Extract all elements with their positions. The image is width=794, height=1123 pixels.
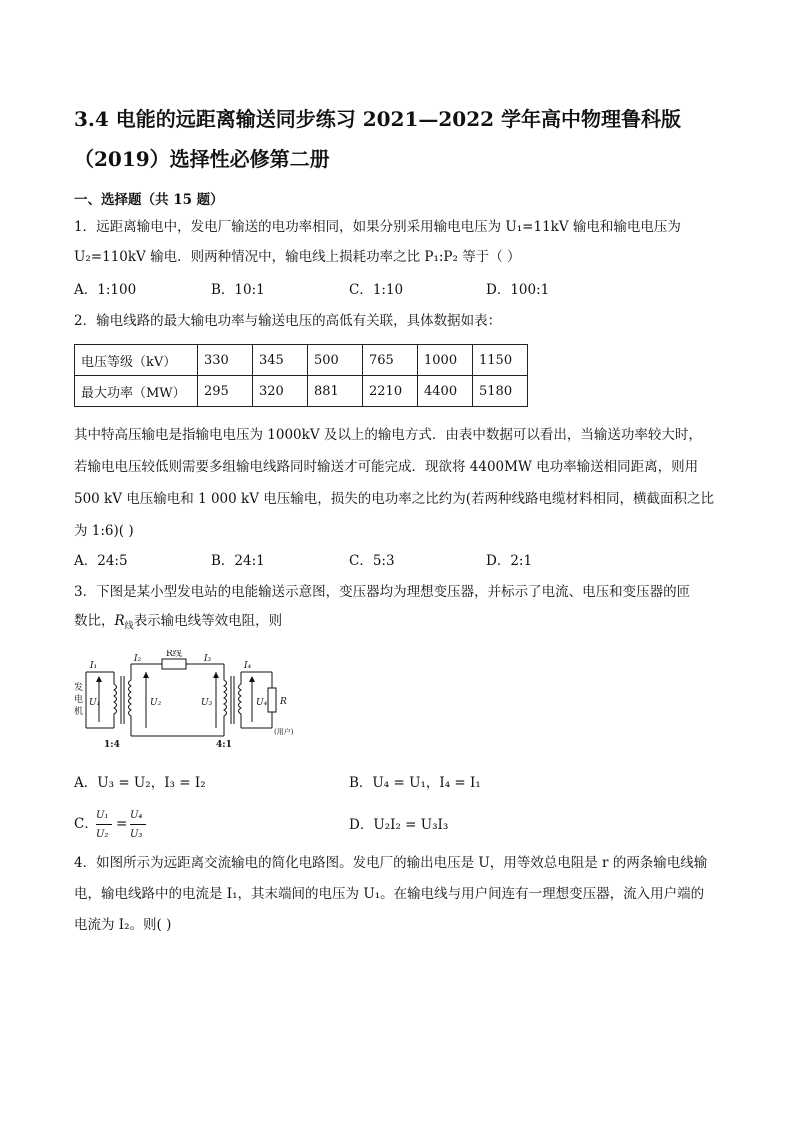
label-u1: U₁ (89, 698, 101, 708)
table-cell: 295 (198, 376, 253, 407)
fraction-denominator: U₃ (130, 829, 143, 840)
page-title: 3.4 电能的远距离输送同步练习 2021—2022 学年高中物理鲁科版 (74, 107, 682, 131)
q3-text-line2-a: 数比， (74, 613, 115, 629)
table-row (75, 345, 528, 376)
voltage-power-table (74, 344, 528, 407)
document-page: 3.4 电能的远距离输送同步练习 2021—2022 学年高中物理鲁科版 （2019）选择性必修第二册 一、选择题（共 15 题） 1．远距离输电中，发电厂输送的电功率相同，如果分别采用输电电压为 U₁=11kV 输电和输电电压为 U₂=110kV 输电．则两种情况中，输电线上损耗功率之比 P₁:P₂ 等于（ ） A．1:100 B．10:1 C．1:10 D．100:1 2．输电线路的最大输电功率与输送电压的高低有关联，具体数据如表： 电压等级（kV） 330 345 500 765 1000 1150 最大功率（MW） 295 320 881 2210 4400 5180 其中特高压输电是指输电电压为 1000kV 及以上的输电方式．由表中数据可以看出，当输送功率较大时， 若输电电压较低则需要多组输电线路同时输送才可能完成．现欲将 4400MW 电功率输送相同距离，则用 500 kV 电压输电和 1 000 kV 电压输电，损失的电功率之比约为(若两种线路电缆材料相同，横截面积之比 为 1:6)( ) A．24:5 B．24:1 C．5:3 D．2:1 3．下图是某小型发电站的电能输送示意图，变压器均为理想变压器，并标示了电流、电压和变压器的匝 数比，$R_线$表示输电线等效电阻，则 发 电 机 I₁ I₂ I₃ I₄ U₁ U₂ U₃ U₄ R R线 (用户) 1:4 4:1 A．U₃ = U₂，I₃ = I₂ B．U₄ = U₁，I₄ = I₁ C． U₁ U₂ = U₄ U₃ D．U₂I₂ = U₃I₃ 4．如图所示为远距离交流输电的简化电路图。发电厂的输出电压是 U，用等效总电阻是 r 的两条输电线输 电，输电线路中的电流是 I₁，其末端间的电压为 U₁。在输电线与用户间连有一理想变压器，流入用户端的 电流为 I₂。则( ) (0, 0, 794, 1123)
label-i3: I₃ (204, 654, 212, 664)
fraction-numerator: U₄ (130, 810, 143, 821)
label-r-user: R (280, 697, 287, 707)
q3-text-line2-b: 表示输电线等效电阻，则 (133, 613, 283, 629)
r-line-subscript: 线 (124, 621, 134, 632)
label-i4: I₄ (244, 661, 252, 671)
fraction-numerator: U₁ (96, 810, 109, 821)
q1-text-line2: U₂=110kV 输电．则两种情况中，输电线上损耗功率之比 P₁:P₂ 等于（ ） (74, 249, 521, 265)
q2-option-a: A．24:5 (74, 553, 128, 569)
q4-text-line3: 电流为 I₂。则( ) (74, 917, 172, 933)
table-cell: 330 (198, 345, 253, 376)
table-row-label: 电压等级（kV） (75, 345, 198, 376)
q2-text-line4: 为 1:6)( ) (74, 523, 134, 539)
r-line-symbol: R (114, 613, 125, 629)
table-row (75, 376, 528, 407)
q2-text-line1: 其中特高压输电是指输电电压为 1000kV 及以上的输电方式．由表中数据可以看出，当输送功率较大时， (74, 427, 702, 443)
fraction-denominator: U₂ (96, 829, 109, 840)
q3-option-b: B．U₄ = U₁，I₄ = I₁ (349, 775, 481, 791)
label-ratio-1: 1:4 (104, 740, 120, 750)
table-cell: 1150 (473, 345, 528, 376)
q1-option-a: A．1:100 (74, 282, 137, 298)
gen-char: 机 (74, 707, 84, 717)
gen-char: 电 (74, 695, 84, 705)
q3-text-line2 (74, 611, 734, 637)
table-cell: 4400 (418, 376, 473, 407)
label-u3: U₃ (201, 698, 213, 708)
q2-option-c: C．5:3 (349, 553, 395, 569)
q4-text-line1: 4．如图所示为远距离交流输电的简化电路图。发电厂的输出电压是 U，用等效总电阻是 r 的两条输电线输 (74, 855, 708, 871)
q2-intro: 2．输电线路的最大输电功率与输送电压的高低有关联，具体数据如表： (74, 313, 502, 329)
table-row-label: 最大功率（MW） (75, 376, 198, 407)
q1-option-b: B．10:1 (211, 282, 265, 298)
q1-option-c: C．1:10 (349, 282, 404, 298)
q2-text-line2: 若输电电压较低则需要多组输电线路同时输送才可能完成．现欲将 4400MW 电功率输送相同距离，则用 (74, 459, 699, 475)
label-r-line: R线 (166, 650, 182, 659)
table-cell: 345 (253, 345, 308, 376)
q1-text-line1: 1．远距离输电中，发电厂输送的电功率相同，如果分别采用输电电压为 U₁=11kV 输电和输电电压为 (74, 219, 681, 235)
gen-char: 发 (74, 683, 84, 693)
label-i2: I₂ (134, 654, 142, 664)
table-cell: 2210 (363, 376, 418, 407)
q4-text-line2: 电，输电线路中的电流是 I₁，其末端间的电压为 U₁。在输电线与用户间连有一理想变压器，流入用户端的 (74, 886, 705, 902)
q2-option-d: D．2:1 (486, 553, 533, 569)
q2-option-b: B．24:1 (211, 553, 265, 569)
q1-option-d: D．100:1 (486, 282, 550, 298)
table-cell: 500 (308, 345, 363, 376)
table-cell: 765 (363, 345, 418, 376)
q2-text-line3: 500 kV 电压输电和 1 000 kV 电压输电，损失的电功率之比约为(若两种线路电缆材料相同，横截面积之比 (74, 491, 714, 507)
table-cell: 320 (253, 376, 308, 407)
table-cell: 1000 (418, 345, 473, 376)
q3-option-a: A．U₃ = U₂，I₃ = I₂ (74, 775, 206, 791)
q3-text-line1: 3．下图是某小型发电站的电能输送示意图，变压器均为理想变压器，并标示了电流、电压和变压器的匝 (74, 584, 691, 600)
page-title-continued: （2019）选择性必修第二册 (74, 147, 330, 171)
table-cell: 5180 (473, 376, 528, 407)
label-i1: I₁ (90, 661, 98, 671)
table-cell: 881 (308, 376, 363, 407)
label-u2: U₂ (150, 698, 162, 708)
label-ratio-2: 4:1 (216, 740, 232, 750)
q3-option-d: D．U₂I₂ = U₃I₃ (349, 817, 449, 833)
section-heading: 一、选择题（共 15 题） (74, 192, 224, 208)
generator-label (74, 681, 83, 717)
q3-option-c-prefix: C． (74, 816, 98, 832)
power-transmission-circuit-diagram (74, 650, 314, 750)
label-u4: U₄ (256, 698, 268, 708)
label-user: (用户) (274, 728, 294, 736)
circuit-labels (89, 654, 287, 708)
